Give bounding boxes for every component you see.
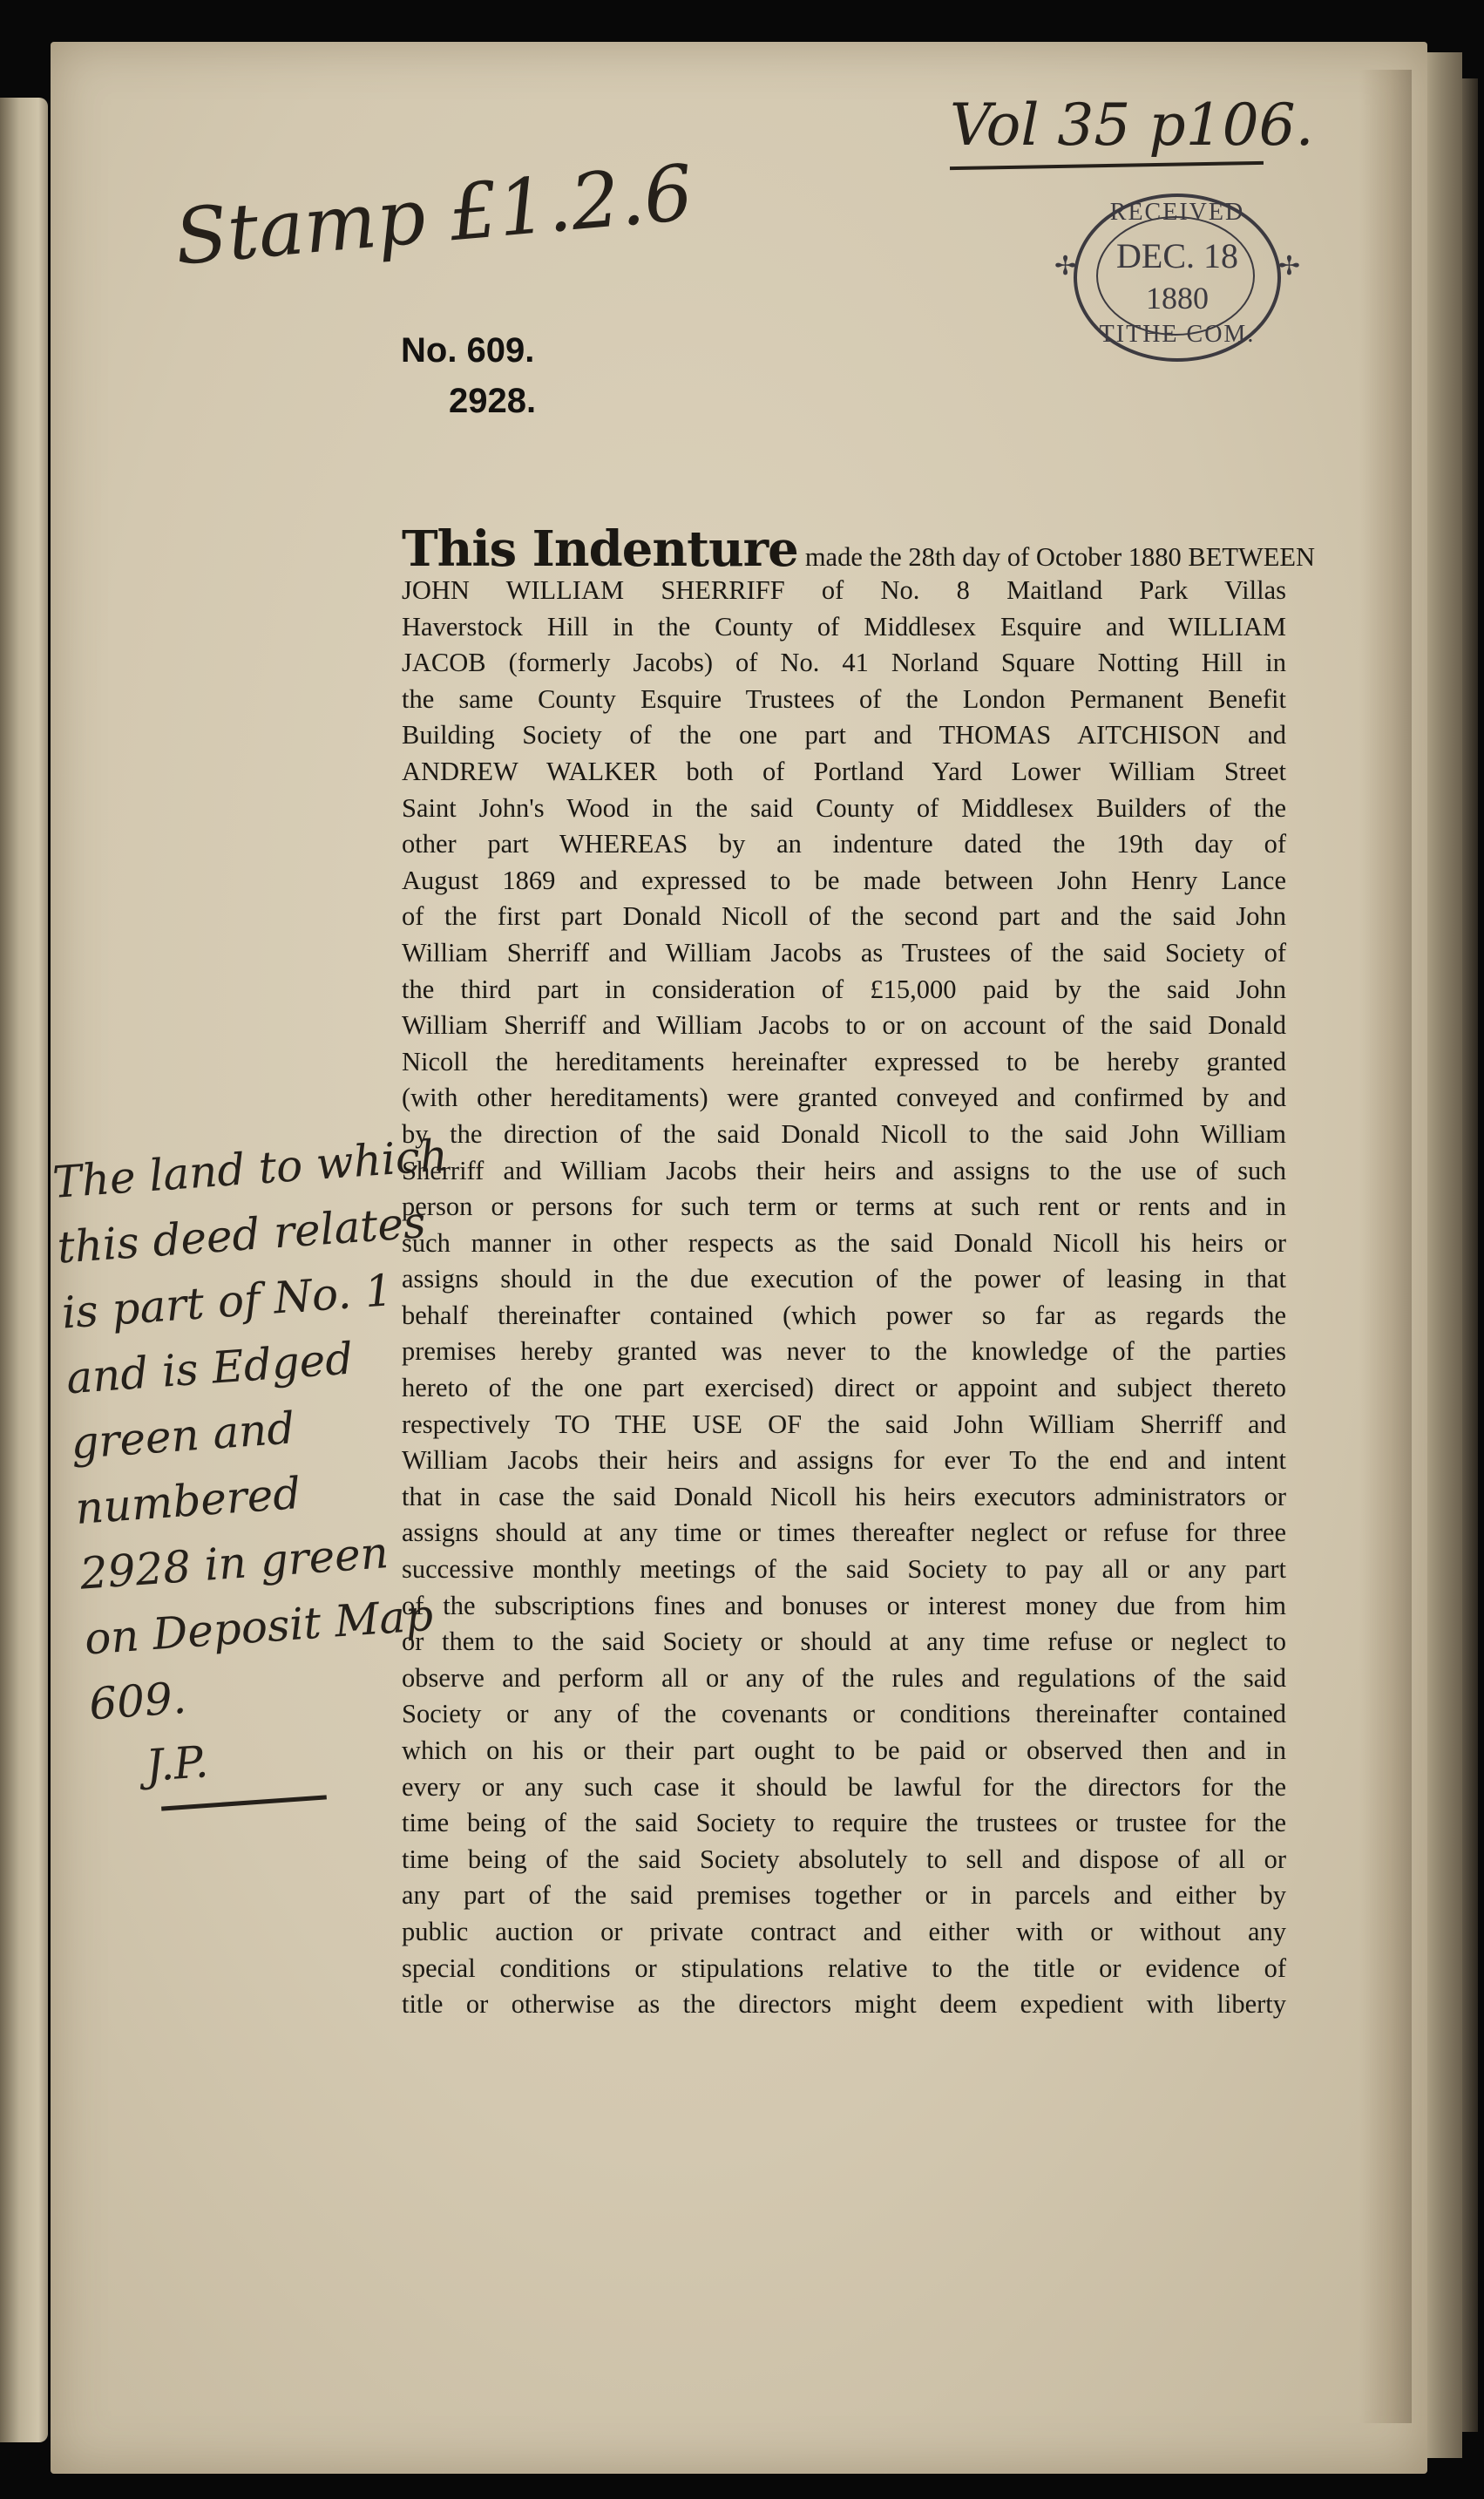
body-line: Sherriff and William Jacobs their heirs and assigns to the use of such — [402, 1155, 1286, 1185]
body-line — [402, 520, 1316, 578]
margin-note-line: is part of No. 1 — [60, 1265, 395, 1339]
body-line: every or any such case it should be lawful for the directors for the — [402, 1771, 1286, 1802]
body-line: premises hereby granted was never to the knowledge of the parties — [402, 1336, 1286, 1367]
body-line: William Sherriff and William Jacobs as Trustees of the said Society of — [402, 937, 1286, 968]
page-curve-shadow — [1359, 70, 1412, 2423]
body-line: Society or any of the covenants or conditions thereinafter contained — [402, 1699, 1286, 1729]
body-line: special conditions or stipulations relative to the title or evidence of — [402, 1952, 1286, 1983]
body-line: respectively TO THE USE OF the said John William Sherriff and — [402, 1409, 1286, 1439]
body-line: Saint John's Wood in the said County of Middlesex Builders of the — [402, 792, 1286, 823]
body-line: other part WHEREAS by an indenture dated the 19th day of — [402, 829, 1286, 859]
received-seal-stamp — [1054, 194, 1300, 362]
body-line: public auction or private contract and either with or without any — [402, 1916, 1286, 1946]
body-line: time being of the said Society absolutely to sell and dispose of all or — [402, 1844, 1286, 1874]
margin-note-line: 2928 in green — [78, 1527, 390, 1599]
body-line: successive monthly meetings of the said Society to pay all or any part — [402, 1554, 1286, 1585]
body-line: title or otherwise as the directors might deem expedient with liberty — [402, 1989, 1286, 2020]
margin-note-line: numbered — [73, 1468, 303, 1534]
body-line: which on his or their part ought to be paid or observed then and in — [402, 1735, 1286, 1765]
body-line-text: made the 28th day of October 1880 BETWEEN — [804, 542, 1316, 572]
document-number: No. 609. — [401, 331, 535, 370]
binding-edge — [1462, 78, 1478, 2432]
body-line: (with other hereditaments) were granted conveyed and confirmed by and — [402, 1083, 1286, 1113]
margin-note-line: J.P. — [144, 1736, 210, 1792]
body-line: Nicoll the hereditaments hereinafter expressed to be hereby granted — [402, 1046, 1286, 1076]
body-line: the third part in consideration of £15,000 paid by the said John — [402, 974, 1286, 1004]
body-line: JOHN WILLIAM SHERRIFF of No. 8 Maitland Park Villas — [402, 575, 1286, 605]
body-line: by the direction of the said Donald Nicoll to the said John William — [402, 1118, 1286, 1149]
margin-note-line: and is Edged — [64, 1333, 356, 1404]
margin-note-line: green and — [69, 1402, 297, 1470]
body-line: Haverstock Hill in the County of Middlesex Esquire and WILLIAM — [402, 611, 1286, 642]
indenture-body-text — [402, 520, 1316, 2023]
page-stack-edge — [1427, 52, 1462, 2458]
volume-reference-annotation: Vol 35 p106. — [950, 92, 1314, 159]
body-line: behalf thereinafter contained (which power so far as regards the — [402, 1300, 1286, 1330]
body-line: assigns should at any time or times thereafter neglect or refuse for three — [402, 1518, 1286, 1548]
body-line: of the subscriptions fines and bonuses or interest money due from him — [402, 1590, 1286, 1620]
body-line: any part of the said premises together or in parcels and either by — [402, 1880, 1286, 1911]
opening-words: This Indenture — [402, 520, 798, 578]
plan-number: 2928. — [449, 382, 537, 420]
body-line: William Sherriff and William Jacobs to or on account of the said Donald — [402, 1010, 1286, 1041]
margin-note-line: this deed relates — [55, 1197, 428, 1273]
seal-cross-right-icon: ✢ — [1277, 252, 1300, 281]
body-line: August 1869 and expressed to be made between John Henry Lance — [402, 865, 1286, 895]
adjacent-page-edge — [0, 98, 48, 2442]
body-line: William Jacobs their heirs and assigns for ever To the end and intent — [402, 1445, 1286, 1476]
body-line: of the first part Donald Nicoll of the second part and the said John — [402, 901, 1286, 932]
body-line: or them to the said Society or should at any time refuse or neglect to — [402, 1626, 1286, 1657]
body-line: observe and perform all or any of the rules and regulations of the said — [402, 1662, 1286, 1693]
margin-handwritten-note — [51, 1125, 452, 1803]
body-line: hereto of the one part exercised) direct or appoint and subject thereto — [402, 1373, 1286, 1403]
stamp-duty-annotation: Stamp £1.2.6 — [171, 147, 697, 282]
body-line: that in case the said Donald Nicoll his heirs executors administrators or — [402, 1481, 1286, 1511]
body-line: Building Society of the one part and THOMAS AITCHISON and — [402, 720, 1286, 750]
margin-note-line: The land to which — [51, 1130, 450, 1208]
seal-top-text: RECEIVED — [1109, 199, 1245, 226]
margin-note-line: on Deposit Map — [83, 1589, 435, 1665]
body-line: ANDREW WALKER both of Portland Yard Lower William Street — [402, 756, 1286, 786]
seal-year: 1880 — [1146, 281, 1209, 316]
body-line: time being of the said Society to require the trustees or trustee for the — [402, 1808, 1286, 1838]
body-line: assigns should in the due execution of the power of leasing in that — [402, 1264, 1286, 1294]
seal-date: DEC. 18 — [1116, 236, 1238, 275]
margin-note-line: 609. — [87, 1672, 188, 1730]
seal-bottom-text: TITHE COM. — [1099, 321, 1256, 348]
body-line: person or persons for such term or terms at such rent or rents and in — [402, 1192, 1286, 1222]
body-line: the same County Esquire Trustees of the London Permanent Benefit — [402, 683, 1286, 714]
body-line: such manner in other respects as the said Donald Nicoll his heirs or — [402, 1227, 1286, 1258]
seal-cross-left-icon: ✢ — [1054, 252, 1077, 281]
body-line: JACOB (formerly Jacobs) of No. 41 Norland Square Notting Hill in — [402, 648, 1286, 678]
